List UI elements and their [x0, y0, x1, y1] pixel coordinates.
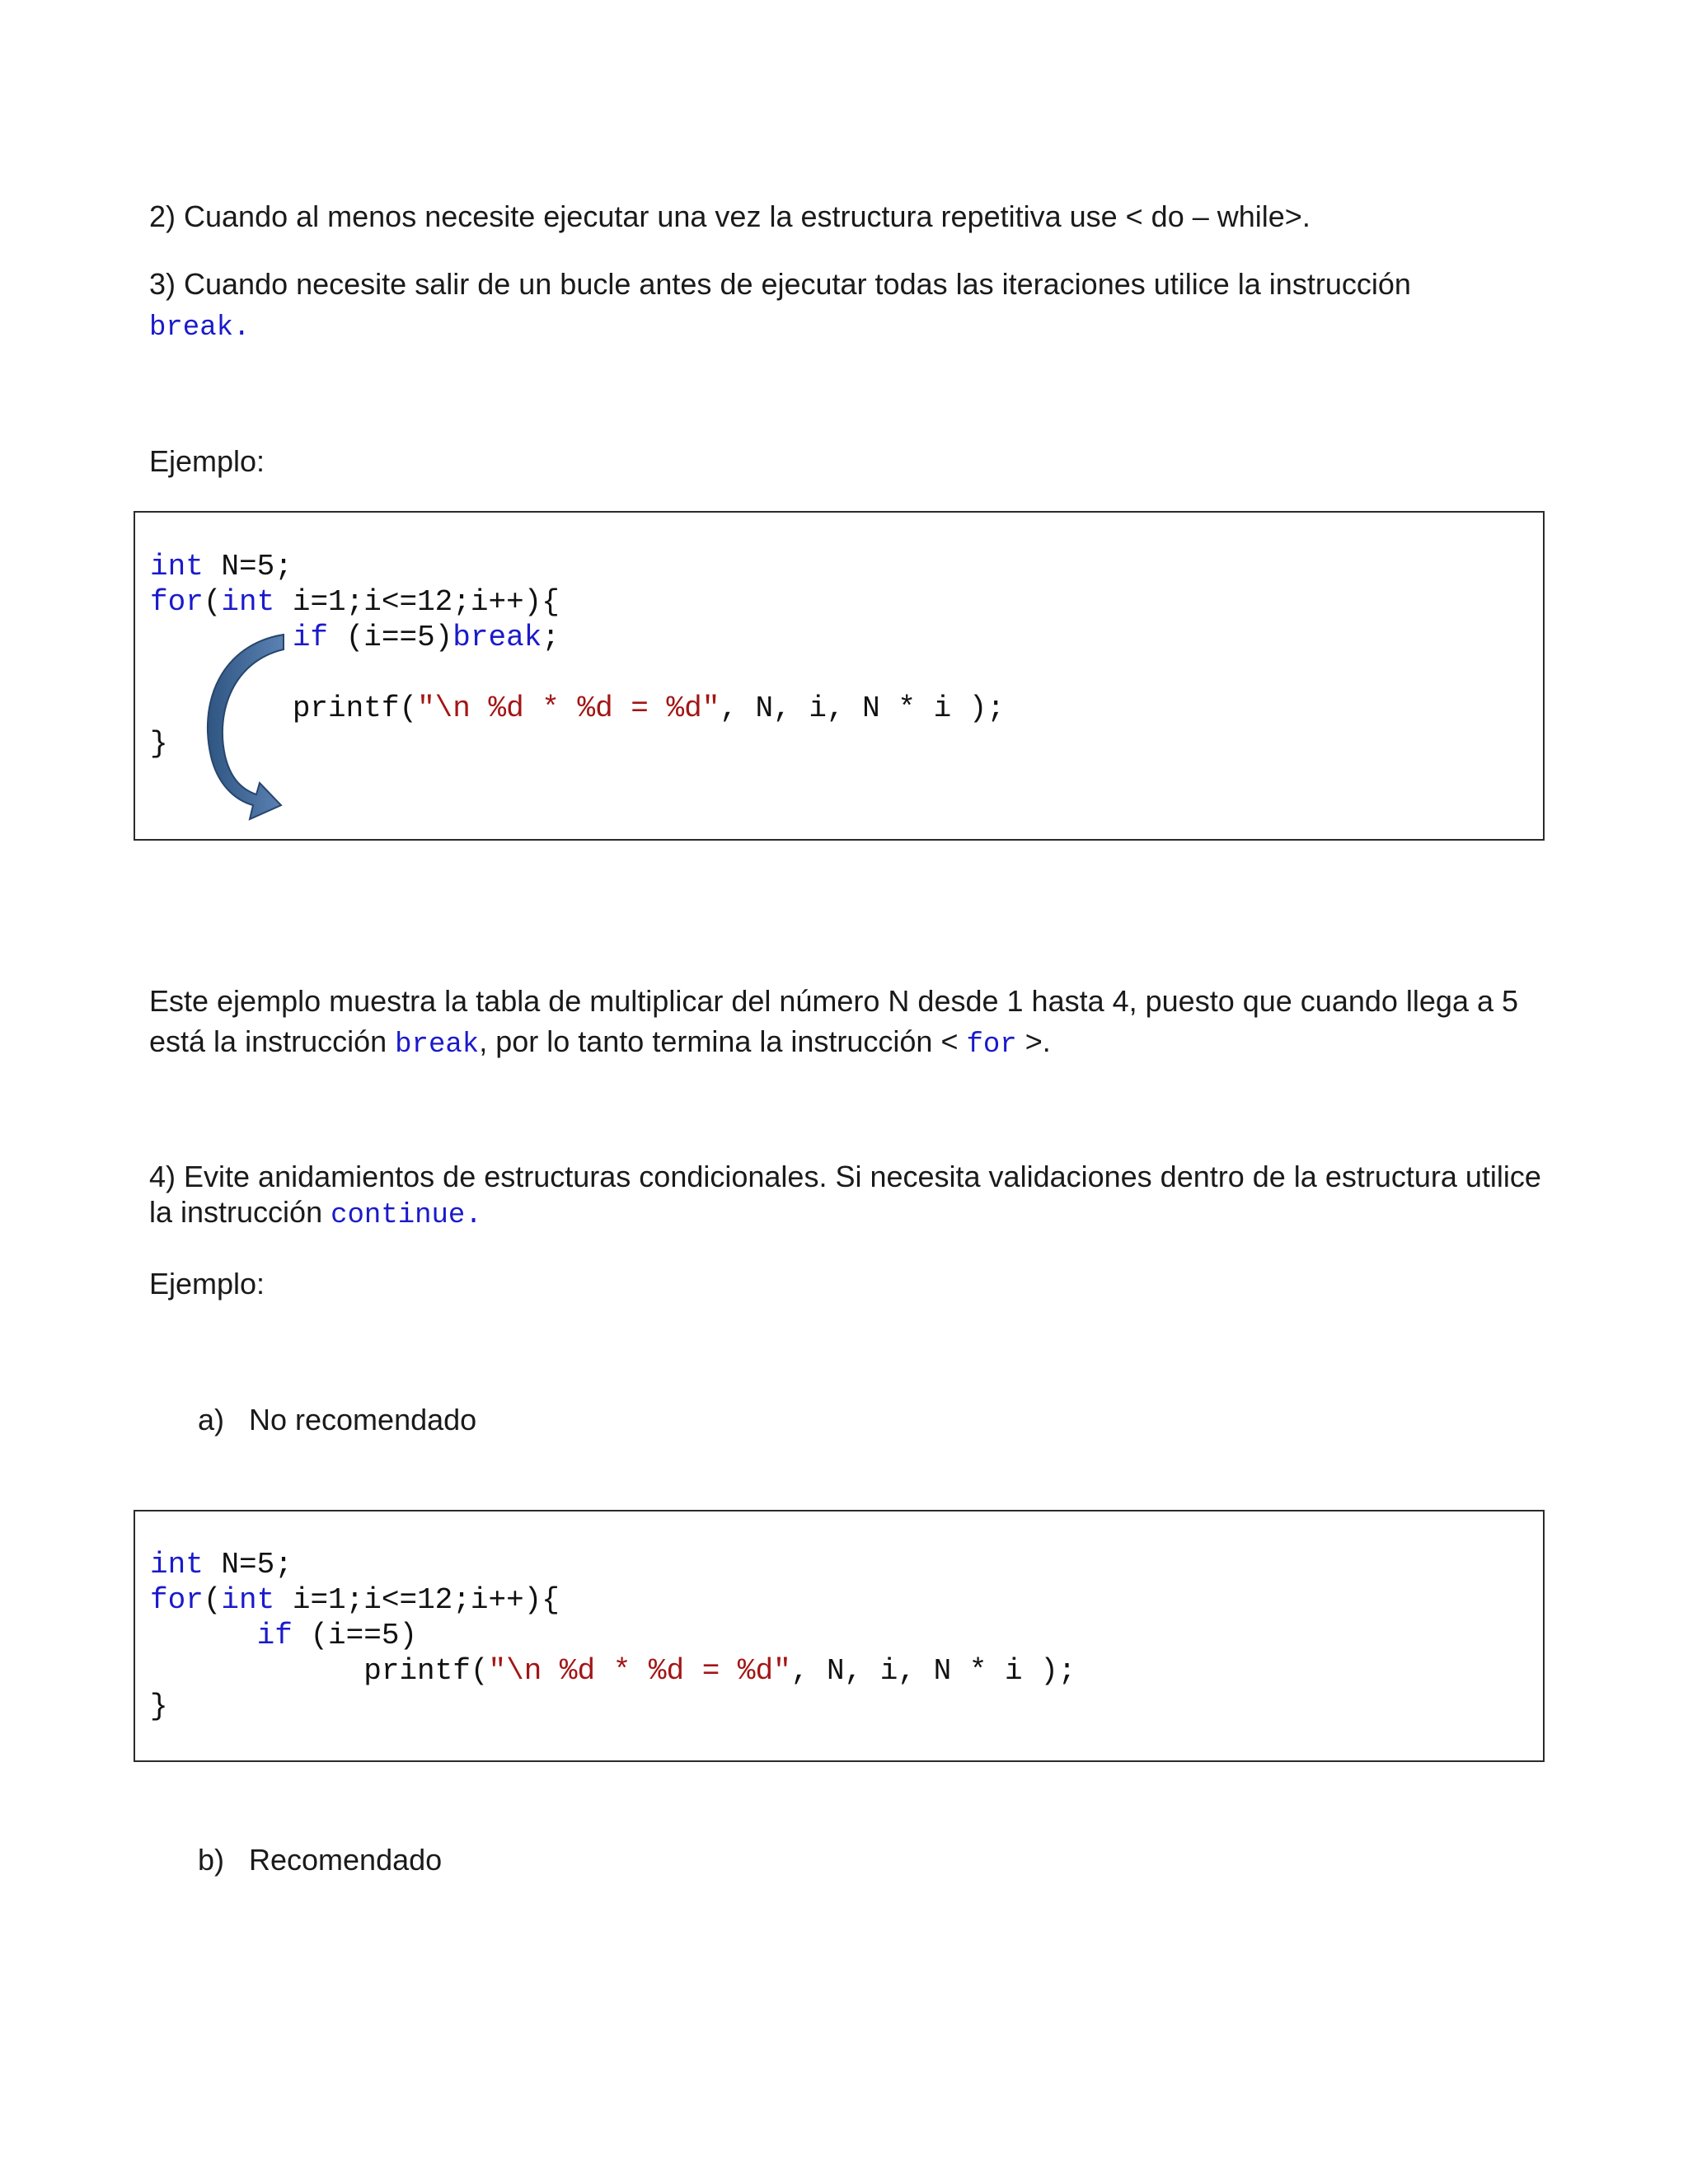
code-text: printf( [292, 691, 418, 725]
code-text: , N, i, N * i ); [720, 691, 1005, 725]
code-string: "\n %d * %d = %d" [488, 1654, 791, 1688]
code-text: N=5; [203, 1548, 293, 1582]
code-text: (i==5) [292, 1619, 418, 1652]
explanation-text: Este ejemplo muestra la tabla de multiplicar del número N desde 1 hasta 4, puesto que cuando llega a 5 está la instrucción [149, 984, 1519, 1058]
list-item-label: Recomendado [249, 1843, 443, 1877]
break-keyword: break [395, 1029, 480, 1061]
code-keyword: int [150, 550, 204, 583]
list-item-recommended [198, 1841, 442, 1879]
rule-4-paragraph [149, 1159, 1550, 1234]
list-item-label: No recomendado [249, 1403, 477, 1436]
code-block-nested-if [134, 1510, 1545, 1762]
code-text: } [150, 727, 168, 761]
code-keyword: break [452, 621, 542, 654]
curved-arrow-icon [197, 628, 288, 834]
explanation-text: >. [1016, 1024, 1051, 1058]
code-text: } [150, 1690, 168, 1723]
rule-3-text: 3) Cuando necesite salir de un bucle antes de ejecutar todas las iteraciones utilice la instrucción [149, 267, 1411, 301]
code-listing-2 [150, 1547, 1076, 1724]
code-text: ( [203, 585, 222, 619]
list-marker: a) [198, 1403, 225, 1436]
rule-3-paragraph [149, 264, 1550, 349]
code-indent [150, 1654, 363, 1688]
code-indent [150, 1619, 257, 1652]
list-item-not-recommended [198, 1401, 476, 1439]
code-keyword: for [150, 585, 204, 619]
break-keyword: break. [149, 312, 251, 344]
rule-2-paragraph: 2) Cuando al menos necesite ejecutar una vez la estructura repetitiva use < do – while>. [149, 199, 1311, 233]
code-text: i=1;i<=12;i++){ [274, 1583, 560, 1617]
rule-4-text: 4) Evite anidamientos de estructuras condicionales. Si necesita validaciones dentro de la estructura utilice la instrucción [149, 1160, 1541, 1229]
code-text: printf( [363, 1654, 489, 1688]
code-text: , N, i, N * i ); [790, 1654, 1076, 1688]
code-keyword: for [150, 1583, 204, 1617]
code-keyword: int [150, 1548, 204, 1582]
explanation-text: , por lo tanto termina la instrucción < [479, 1024, 967, 1058]
for-keyword: for [966, 1029, 1017, 1061]
code-keyword: int [221, 585, 275, 619]
code-text: (i==5) [328, 621, 453, 654]
code-keyword: if [256, 1619, 293, 1652]
continue-keyword: continue. [331, 1200, 482, 1231]
list-marker: b) [198, 1843, 225, 1877]
code-keyword: int [221, 1583, 275, 1617]
code-text: N=5; [203, 550, 293, 583]
code-block-break [134, 511, 1545, 841]
code-string: "\n %d * %d = %d" [417, 691, 720, 725]
code-text: ( [203, 1583, 222, 1617]
code-keyword: if [292, 621, 329, 654]
code-text: ; [542, 621, 560, 654]
code-text: i=1;i<=12;i++){ [274, 585, 560, 619]
example-label-2: Ejemplo: [149, 1267, 265, 1301]
example-label-1: Ejemplo: [149, 444, 265, 478]
explanation-paragraph [149, 981, 1550, 1066]
